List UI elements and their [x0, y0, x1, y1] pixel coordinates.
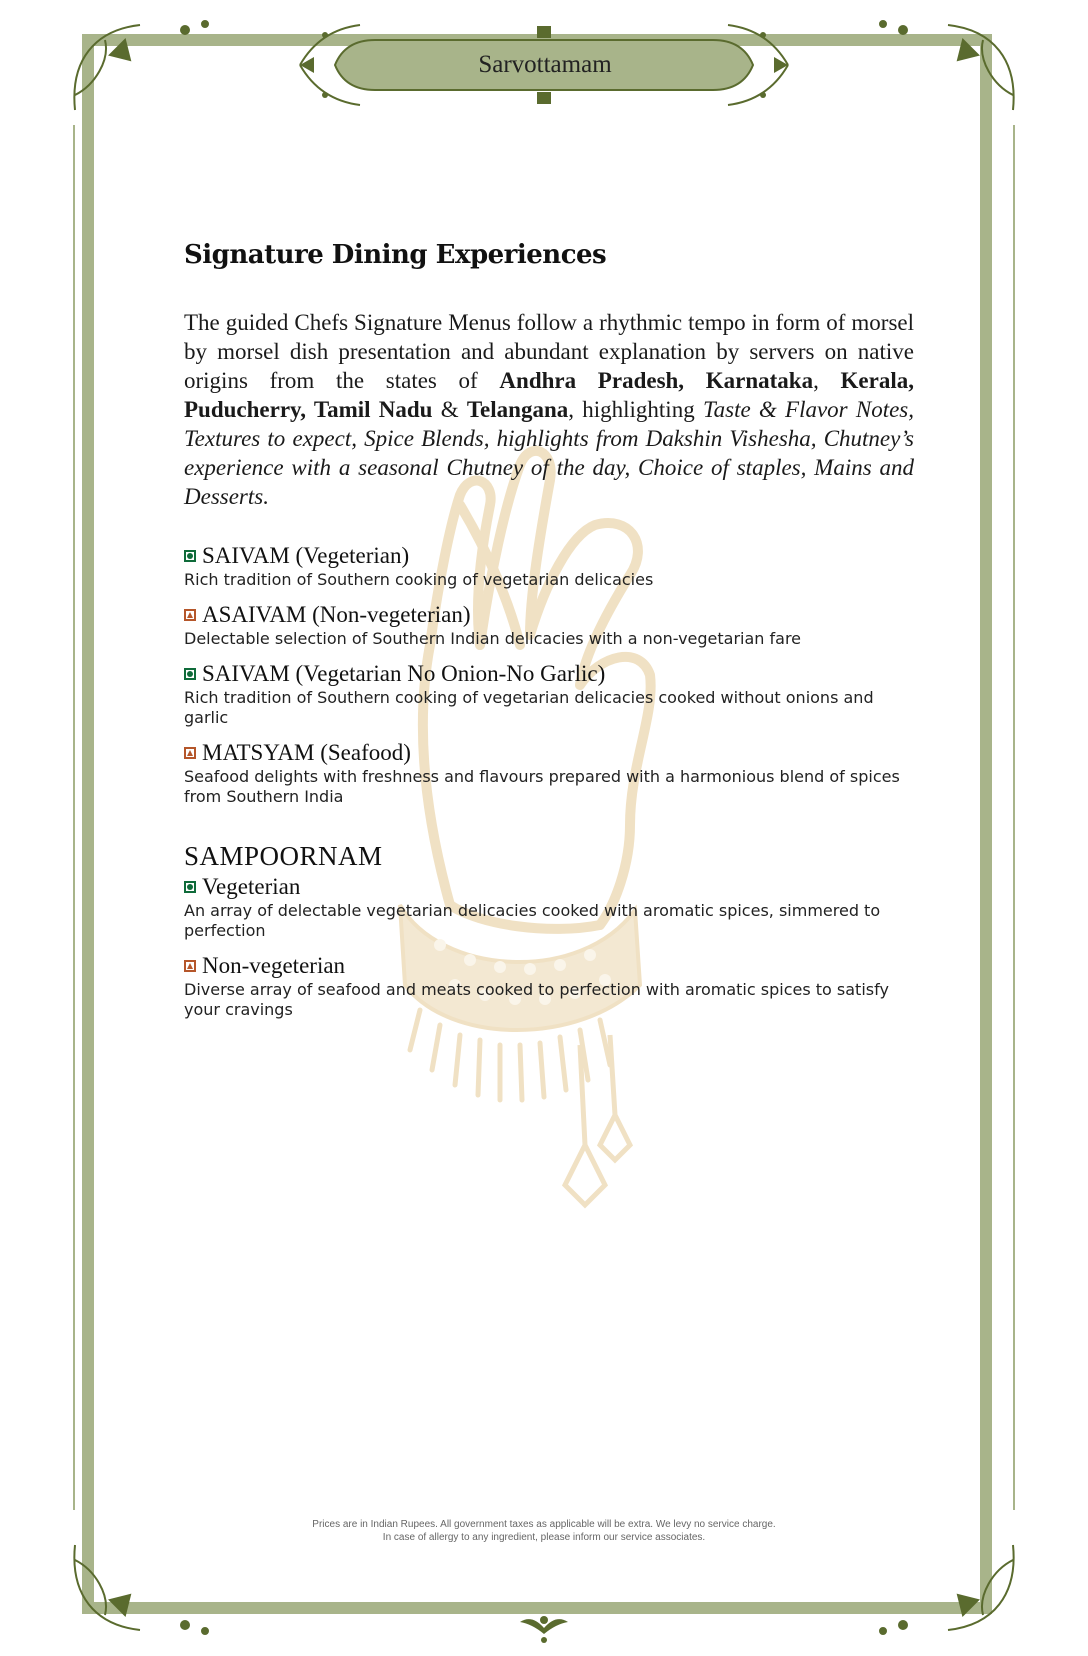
sampoornam-item-veg [184, 874, 914, 941]
menu-item-name: SAIVAM (Vegetarian No Onion-No Garlic) [202, 661, 606, 686]
intro-sep-2: & [432, 397, 467, 422]
menu-list [184, 543, 914, 807]
menu-item-description: Delectable selection of Southern Indian delicacies with a non-vegetarian fare [184, 629, 802, 648]
intro-text: The guided Chefs Signature Menus follow a rhythmic tempo in form of morsel by morsel dish presentation and abundant explanation by servers on native origins from the states of [184, 310, 914, 393]
sampoornam-list [184, 874, 914, 1020]
non-veg-icon [184, 960, 196, 972]
menu-item-saivam [184, 543, 914, 590]
header-title: Sarvottamam [478, 51, 612, 78]
menu-item-description: Diverse array of seafood and meats cooked to perfection with aromatic spices to satisfy your cravings [184, 980, 889, 1019]
veg-icon [184, 668, 196, 680]
sampoornam-heading: SAMPOORNAM [184, 841, 383, 871]
main-content [184, 240, 914, 1020]
intro-states-1: Andhra Pradesh, Karnataka [499, 368, 814, 393]
page-heading: Signature Dining Experiences [184, 240, 607, 270]
menu-item-name: Vegeterian [202, 874, 301, 899]
intro-states-2: Kerala, Puducherry, Tamil Nadu [184, 368, 914, 422]
intro-highlights: Taste & Flavor Notes, Textures to expect, Spice Blends, highlights from Dakshin Vishesha, Chutney’s experience with a seasonal Chutney of the day, Choice of staples, Mains and Desserts. [184, 397, 915, 509]
menu-item-name: Non-vegeterian [202, 953, 346, 978]
intro-sep-1: , [813, 368, 841, 393]
menu-item-name: MATSYAM (Seafood) [202, 740, 411, 765]
veg-icon [184, 550, 196, 562]
menu-item-saivam-jain [184, 661, 914, 728]
bottom-center-ornament [520, 1616, 568, 1643]
footer-line-1: Prices are in Indian Rupees. All government taxes as applicable will be extra. We levy no service charge. [312, 1519, 776, 1530]
menu-item-asaivam [184, 602, 914, 649]
corner-ornament-bottom-right [880, 1545, 1014, 1634]
menu-item-name: SAIVAM (Vegeterian) [202, 543, 410, 568]
footer-note [0, 1518, 1088, 1544]
menu-item-description: Rich tradition of Southern cooking of vegetarian delicacies [184, 570, 654, 589]
intro-states-3: Telangana [466, 397, 569, 422]
intro-sep-3: , highlighting [568, 397, 703, 422]
menu-item-matsyam [184, 740, 914, 807]
non-veg-icon [184, 747, 196, 759]
corner-ornament-bottom-left [74, 1545, 208, 1634]
intro-paragraph [184, 308, 914, 511]
menu-item-description: An array of delectable vegetarian delicacies cooked with aromatic spices, simmered to perfection [184, 901, 881, 940]
menu-item-name: ASAIVAM (Non-vegeterian) [202, 602, 471, 627]
non-veg-icon [184, 609, 196, 621]
menu-item-description: Seafood delights with freshness and flavours prepared with a harmonious blend of spices from Southern India [184, 767, 900, 806]
menu-item-description: Rich tradition of Southern cooking of vegetarian delicacies cooked without onions and garlic [184, 688, 874, 727]
sampoornam-item-nonveg [184, 953, 914, 1020]
footer-line-2: In case of allergy to any ingredient, please inform our service associates. [382, 1532, 706, 1543]
veg-icon [184, 881, 196, 893]
